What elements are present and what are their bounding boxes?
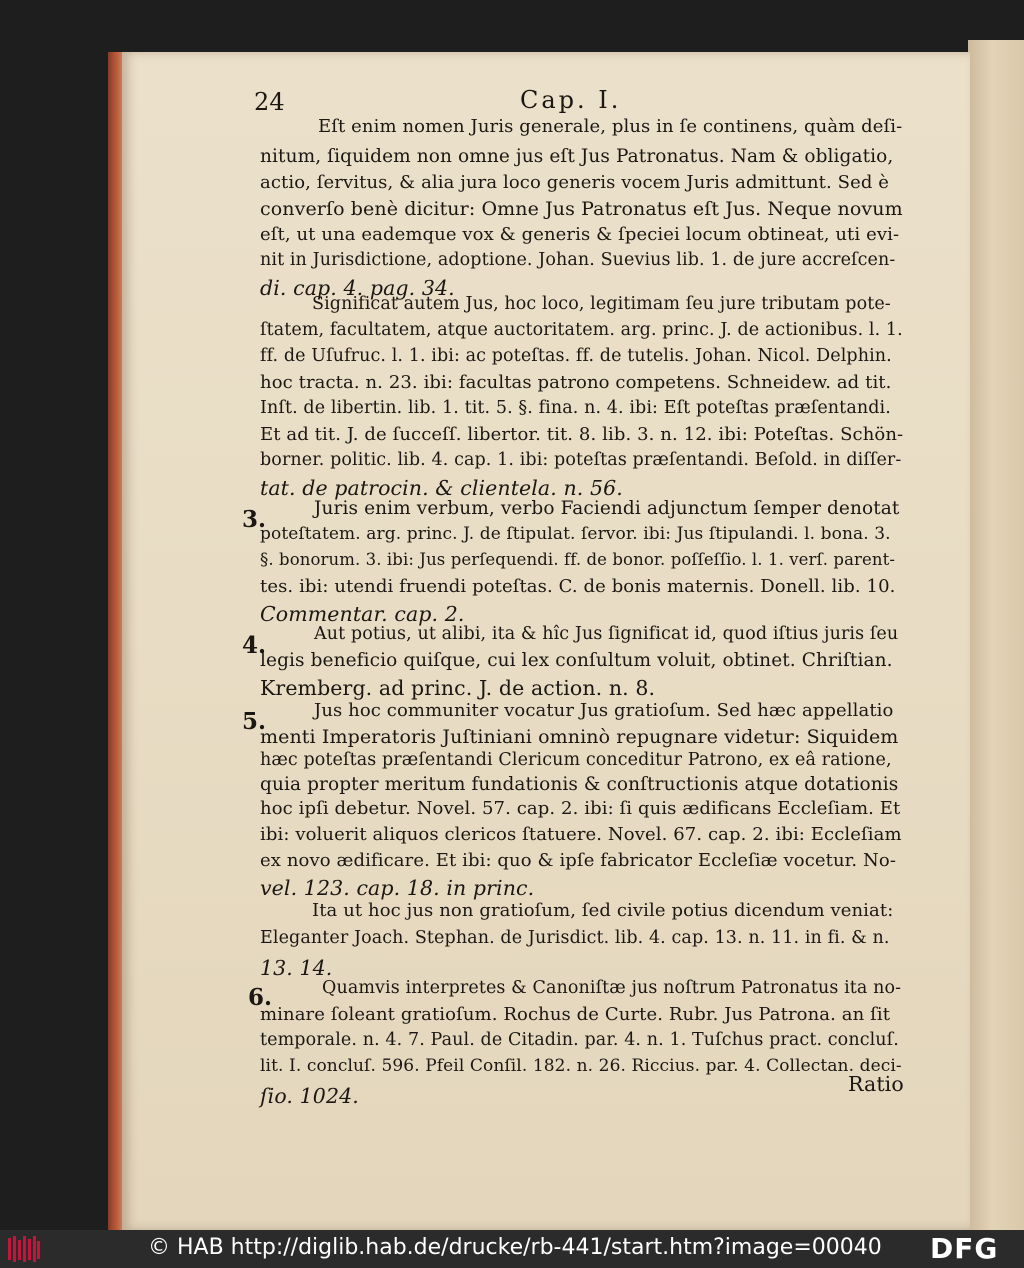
- text-line: tes. ibi: utendi fruendi poteſtas. C. de bonis maternis. Donell. lib. 10.: [260, 576, 896, 597]
- text-line: di. cap. 4. pag. 34.: [260, 276, 455, 300]
- text-line: Significat autem Jus, hoc loco, legitimam ſeu jure tributam pote-: [312, 294, 891, 314]
- text-line: Quamvis interpretes & Canoniſtæ jus noſtrum Patronatus ita no-: [322, 978, 902, 998]
- text-line: Eſt enim nomen Juris generale, plus in ſe continens, quàm deſi-: [318, 116, 903, 137]
- text-line: menti Imperatoris Juſtiniani omninò repugnare videtur: Siquidem: [260, 726, 899, 748]
- text-line: borner. politic. lib. 4. cap. 1. ibi: poteſtas præſentandi. Beſold. in diſſer-: [260, 450, 902, 470]
- page-edge-right: [968, 40, 1024, 1230]
- text-line: Commentar. cap. 2.: [260, 602, 465, 626]
- text-line: tat. de patrocin. & clientela. n. 56.: [260, 476, 623, 500]
- footer-bar: [0, 1230, 1024, 1268]
- text-line: poteſtatem. arg. princ. J. de ſtipulat. ſervor. ibi: Jus ſtipulandi. l. bona. 3.: [260, 524, 891, 544]
- footer-copyright[interactable]: © HAB http://diglib.hab.de/drucke/rb-441/start.htm?image=00040: [148, 1235, 882, 1260]
- text-line: nit in Jurisdictione, adoptione. Johan. Suevius lib. 1. de jure accreſcen-: [260, 250, 896, 270]
- text-line: eſt, ut una eademque vox & generis & ſpeciei locum obtineat, uti evi-: [260, 224, 900, 245]
- text-line: §. bonorum. 3. ibi: Jus perſequendi. ff. de bonor. poſſeſſio. l. 1. verſ. parent-: [260, 550, 896, 569]
- text-line: ex novo ædificare. Et ibi: quo & ipſe fabricator Eccleſiæ vocetur. No-: [260, 850, 897, 871]
- text-line: actio, ſervitus, & alia jura loco generis vocem Juris admittunt. Sed è: [260, 172, 890, 193]
- margin-number: 5.: [242, 708, 267, 735]
- text-line: Aut potius, ut alibi, ita & hîc Jus ſignificat id, quod iſtius juris ſeu: [314, 624, 899, 644]
- text-line: lit. I. concluſ. 596. Pfeil Conſil. 182. n. 26. Riccius. par. 4. Collectan. deci-: [260, 1056, 902, 1076]
- text-line: Jus hoc communiter vocatur Jus gratioſum. Sed hæc appellatio: [314, 700, 894, 721]
- text-line: Eleganter Joach. Stephan. de Jurisdict. lib. 4. cap. 13. n. 11. in fi. & n.: [260, 928, 890, 948]
- page-number: 24: [254, 88, 285, 116]
- text-line: ſtatem, facultatem, atque auctoritatem. arg. princ. J. de actionibus. l. 1.: [260, 320, 903, 340]
- margin-number: 3.: [242, 506, 267, 533]
- text-line: ff. de Uſufruc. l. 1. ibi: ac poteſtas. ff. de tutelis. Johan. Nicol. Delphin.: [260, 346, 892, 366]
- text-line: ſio. 1024.: [260, 1084, 359, 1108]
- text-line: quia propter meritum fundationis & conſtructionis atque dotationis: [260, 774, 899, 795]
- text-line: vel. 123. cap. 18. in princ.: [260, 876, 535, 900]
- text-line: Inſt. de libertin. lib. 1. tit. 5. §. fina. n. 4. ibi: Eſt poteſtas præſentandi.: [260, 398, 891, 418]
- running-head: Cap. I.: [520, 86, 622, 114]
- text-line: nitum, ſiquidem non omne jus eſt Jus Patronatus. Nam & obligatio,: [260, 146, 894, 167]
- text-line: minare ſoleant gratioſum. Rochus de Curte. Rubr. Jus Patrona. an ſit: [260, 1004, 891, 1025]
- text-line: hoc tracta. n. 23. ibi: facultas patrono competens. Schneidew. ad tit.: [260, 372, 892, 393]
- text-line: hoc ipſi debetur. Novel. 57. cap. 2. ibi: ſi quis ædificans Eccleſiam. Et: [260, 798, 901, 819]
- text-line: Et ad tit. J. de ſucceſſ. libertor. tit. 8. lib. 3. n. 12. ibi: Poteſtas. Schön-: [260, 424, 904, 445]
- dfg-logo: DFG: [930, 1232, 999, 1265]
- text-line: hæc poteſtas præſentandi Clericum conceditur Patrono, ex eâ ratione,: [260, 750, 892, 770]
- text-line: Ita ut hoc jus non gratioſum, ſed civile potius dicendum veniat:: [312, 900, 894, 921]
- hab-logo-icon: [8, 1236, 40, 1262]
- text-line: Kremberg. ad princ. J. de action. n. 8.: [260, 676, 656, 700]
- text-line: temporale. n. 4. 7. Paul. de Citadin. par. 4. n. 1. Tuſchus pract. concluſ.: [260, 1030, 899, 1050]
- text-line: legis beneficio quiſque, cui lex conſultum voluit, obtinet. Chriſtian.: [260, 650, 893, 671]
- margin-number: 4.: [242, 632, 267, 659]
- catchword: Ratio: [848, 1072, 904, 1096]
- text-line: 13. 14.: [260, 956, 333, 980]
- margin-number: 6.: [248, 984, 273, 1011]
- text-line: ibi: voluerit aliquos clericos ſtatuere. Novel. 67. cap. 2. ibi: Eccleſiam: [260, 824, 902, 845]
- text-line: Juris enim verbum, verbo Faciendi adjunctum ſemper denotat: [314, 498, 900, 519]
- text-line: converſo benè dicitur: Omne Jus Patronatus eſt Jus. Neque novum: [260, 198, 903, 220]
